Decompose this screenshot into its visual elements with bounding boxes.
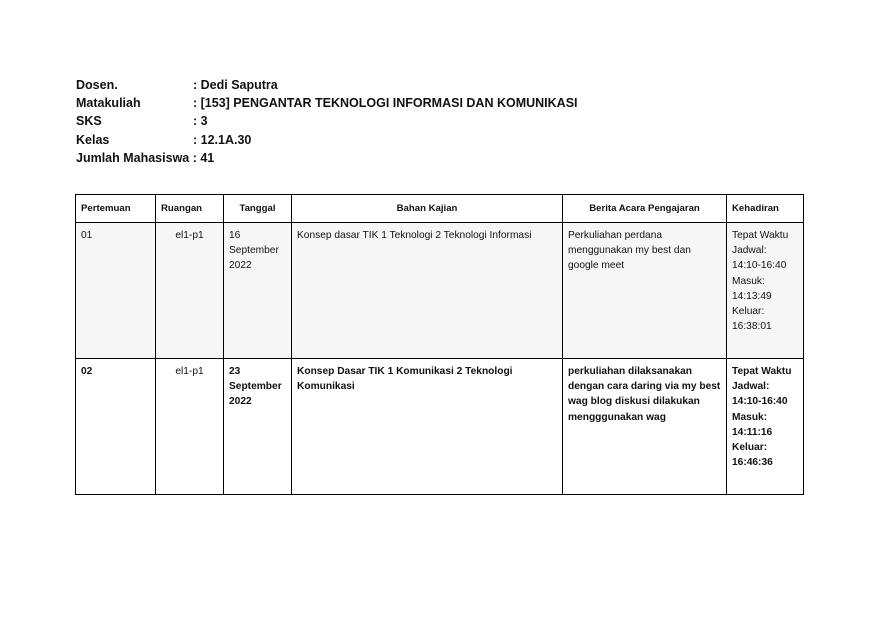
- info-row-sks: SKS : 3: [76, 112, 578, 130]
- header-pertemuan: Pertemuan: [76, 195, 156, 223]
- kehadiran-masuk: Masuk: 14:13:49: [732, 275, 772, 302]
- table-row: [76, 223, 804, 359]
- info-value: Dedi Saputra: [200, 78, 278, 92]
- info-label: SKS: [76, 114, 102, 129]
- kehadiran-masuk: Masuk: 14:11:16: [732, 411, 773, 438]
- header-tanggal: Tanggal: [224, 195, 292, 223]
- header-ruangan: Ruangan: [156, 195, 224, 223]
- cell-bahan-kajian: Konsep Dasar TIK 1 Komunikasi 2 Teknologi Komunikasi: [292, 359, 563, 495]
- cell-ruangan: el1-p1: [156, 359, 224, 495]
- kehadiran-keluar: Keluar: 16:38:01: [732, 306, 772, 333]
- cell-kehadiran: [727, 223, 804, 359]
- cell-pertemuan: 02: [76, 359, 156, 495]
- info-label: Dosen.: [76, 78, 118, 92]
- info-label: Matakuliah: [76, 96, 141, 111]
- cell-berita-acara: perkuliahan dilaksanakan dengan cara daring via my best wag blog diskusi dilakukan mengggunakan wag: [563, 359, 727, 495]
- kehadiran-status: Tepat Waktu: [732, 366, 792, 377]
- info-value: 41: [200, 150, 215, 165]
- info-value: 3: [200, 114, 208, 129]
- info-label: Jumlah Mahasiswa: [76, 150, 190, 165]
- kehadiran-jadwal: Jadwal: 14:10-16:40: [732, 381, 788, 408]
- attendance-report-table: [75, 194, 804, 495]
- info-row-matakuliah: Matakuliah : [153] PENGANTAR TEKNOLOGI INFORMASI DAN KOMUNIKASI: [76, 94, 578, 112]
- info-row-dosen: Dosen. : Dedi Saputra: [76, 76, 578, 94]
- course-info: [76, 76, 578, 167]
- header-kehadiran: Kehadiran: [727, 195, 804, 223]
- table-row: [76, 359, 804, 495]
- info-value: 12.1A.30: [200, 132, 252, 147]
- header-berita-acara: Berita Acara Pengajaran: [563, 195, 727, 223]
- cell-ruangan: el1-p1: [156, 223, 224, 359]
- info-row-kelas: Kelas : 12.1A.30: [76, 131, 578, 149]
- kehadiran-status: Tepat Waktu: [732, 230, 789, 241]
- cell-bahan-kajian: Konsep dasar TIK 1 Teknologi 2 Teknologi Informasi: [292, 223, 563, 359]
- info-label: Kelas: [76, 132, 110, 147]
- header-bahan-kajian: Bahan Kajian: [292, 195, 563, 223]
- cell-kehadiran: [727, 359, 804, 495]
- info-row-jumlah-mahasiswa: Jumlah Mahasiswa : 41: [76, 149, 578, 167]
- cell-tanggal: 16 September 2022: [224, 223, 292, 359]
- cell-tanggal: 23 September 2022: [224, 359, 292, 495]
- cell-berita-acara: Perkuliahan perdana menggunakan my best dan google meet: [563, 223, 727, 359]
- table-header-row: [76, 195, 804, 223]
- kehadiran-keluar: Keluar: 16:46:36: [732, 442, 773, 469]
- info-value: [153] PENGANTAR TEKNOLOGI INFORMASI DAN KOMUNIKASI: [200, 96, 578, 111]
- kehadiran-jadwal: Jadwal: 14:10-16:40: [732, 245, 787, 272]
- cell-pertemuan: 01: [76, 223, 156, 359]
